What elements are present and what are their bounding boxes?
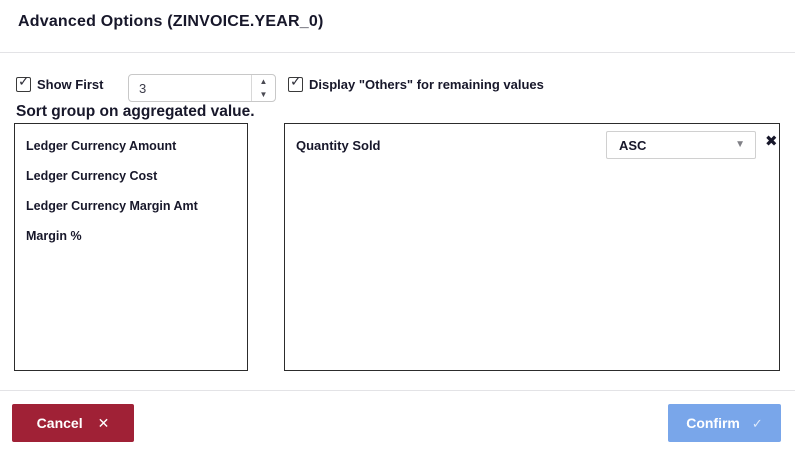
show-first-count-input[interactable] bbox=[129, 75, 251, 101]
available-fields-list bbox=[14, 123, 248, 371]
chevron-down-icon: ▼ bbox=[735, 139, 745, 150]
show-first-count-group bbox=[128, 74, 276, 102]
check-icon: ✓ bbox=[751, 415, 763, 431]
confirm-button-label: Confirm bbox=[686, 415, 740, 431]
checkmark-icon: ✓ bbox=[290, 73, 302, 89]
sort-direction-dropdown[interactable] bbox=[606, 131, 756, 159]
dialog-title: Advanced Options (ZINVOICE.YEAR_0) bbox=[18, 13, 324, 30]
close-icon: ✕ bbox=[97, 415, 110, 431]
number-spinner bbox=[251, 75, 275, 101]
title-divider bbox=[0, 52, 795, 53]
display-others-checkbox[interactable] bbox=[288, 73, 303, 92]
list-item-ledger-currency-margin-amt[interactable]: Ledger Currency Margin Amt bbox=[26, 199, 198, 213]
display-others-label: Display "Others" for remaining values bbox=[309, 77, 544, 92]
list-item-ledger-currency-cost[interactable]: Ledger Currency Cost bbox=[26, 169, 158, 183]
spinner-up-icon[interactable]: ▲ bbox=[259, 76, 268, 86]
spinner-down-icon[interactable]: ▼ bbox=[259, 89, 268, 99]
footer-divider bbox=[0, 390, 795, 391]
sort-field-name: Quantity Sold bbox=[296, 138, 381, 153]
sort-row-quantity-sold bbox=[285, 124, 779, 168]
cancel-button[interactable] bbox=[12, 404, 134, 442]
checkmark-icon: ✓ bbox=[18, 73, 30, 89]
show-first-label: Show First bbox=[37, 77, 104, 92]
list-item-margin-percent[interactable]: Margin % bbox=[26, 229, 82, 243]
list-item-ledger-currency-amount[interactable]: Ledger Currency Amount bbox=[26, 139, 177, 153]
remove-sort-icon[interactable]: ✖ bbox=[765, 133, 778, 150]
show-first-checkbox-field[interactable] bbox=[16, 73, 104, 92]
display-others-checkbox-field[interactable] bbox=[288, 73, 544, 92]
show-first-checkbox[interactable] bbox=[16, 73, 31, 92]
sort-direction-value: ASC bbox=[619, 137, 647, 153]
sort-heading: Sort group on aggregated value. bbox=[16, 103, 255, 120]
cancel-button-label: Cancel bbox=[36, 415, 83, 431]
confirm-button[interactable] bbox=[668, 404, 781, 442]
selected-sorts-panel bbox=[284, 123, 780, 371]
